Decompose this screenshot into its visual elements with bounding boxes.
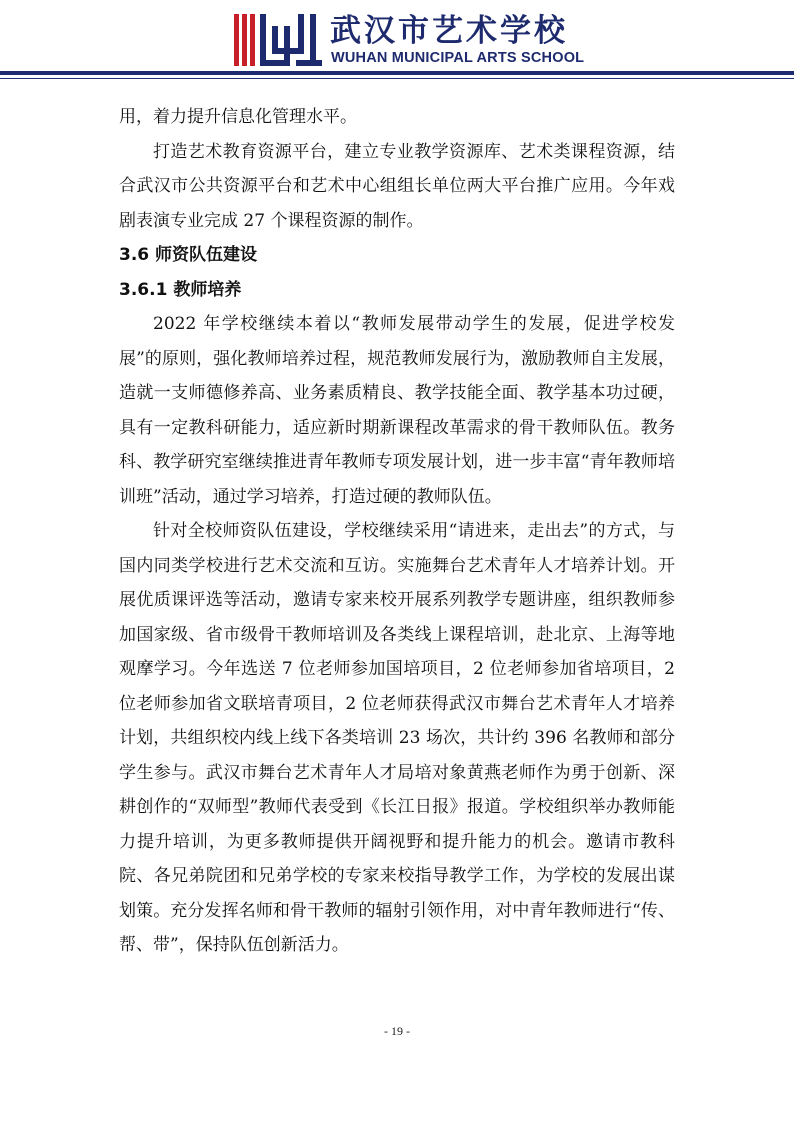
- paragraph-faculty-building: 针对全校师资队伍建设，学校继续采用“请进来，走出去”的方式，与国内同类学校进行艺术交流和互访。实施舞台艺术青年人才培养计划。开展优质课评选等活动，邀请专家来校开展系列教学专题讲座，组织教师参加国家级、省市级骨干教师培训及各类线上课程培训，赴北京、上海等地观摩学习。今年选送 7 位老师参加国培项目，2 位老师参加省培项目，2 位老师参加省文联培青项目，2 位老师获得武汉市舞台艺术青年人才培养计划，共组织校内线上线下各类培训 23 场次，共计约 396 名教师和部分学生参与。武汉市舞台艺术青年人才局培对象黄燕老师作为勇于创新、深耕创作的“双师型”教师代表受到《长江日报》报道。学校组织举办教师能力提升培训，为更多教师提供开阔视野和提升能力的机会。邀请市教科院、各兄弟院团和兄弟学校的专家来校指导教学工作，为学校的发展出谋划策。充分发挥名师和骨干教师的辐射引领作用，对中青年教师进行“传、帮、带”，保持队伍创新活力。: [119, 521, 675, 955]
- document-body: [119, 100, 675, 963]
- section-heading: 3.6 师资队伍建设: [119, 245, 258, 265]
- page-header: [0, 0, 794, 90]
- school-logo-icon: [232, 12, 324, 70]
- school-name-chinese: 武汉市艺术学校: [330, 13, 568, 49]
- subsection-heading: 3.6.1 教师培养: [119, 279, 242, 300]
- paragraph-teacher-training: 2022 年学校继续本着以“教师发展带动学生的发展，促进学校发展”的原则，强化教师培养过程，规范教师发展行为，激励教师自主发展，造就一支师德修养高、业务素质精良、教学技能全面、教学基本功过硬，具有一定教科研能力，适应新时期新课程改革需求的骨干教师队伍。教务科、教学研究室继续推进青年教师专项发展计划，进一步丰富“青年教师培训班”活动，通过学习培养，打造过硬的教师队伍。: [119, 314, 675, 507]
- header-rule-thick: [0, 71, 794, 75]
- paragraph-resource-platform: 打造艺术教育资源平台，建立专业教学资源库、艺术类课程资源，结合武汉市公共资源平台和艺术中心组组长单位两大平台推广应用。今年戏剧表演专业完成 27 个课程资源的制作。: [119, 141, 675, 231]
- school-name-english: WUHAN MUNICIPAL ARTS SCHOOL: [331, 50, 585, 66]
- page-number: - 19 -: [384, 1024, 410, 1038]
- paragraph-continuation: 用，着力提升信息化管理水平。: [119, 107, 357, 127]
- header-rule-thin: [0, 78, 794, 79]
